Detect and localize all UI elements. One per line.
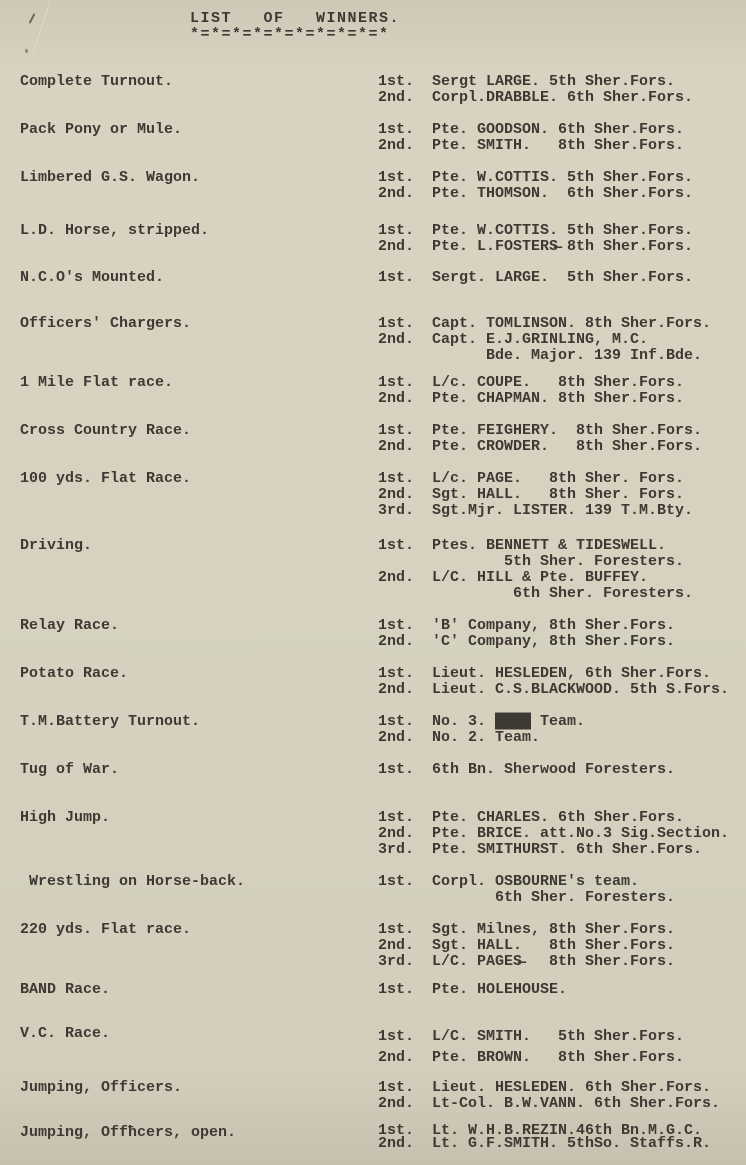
event-row bbox=[0, 982, 746, 998]
event-name: 1 Mile Flat race. bbox=[20, 374, 174, 391]
paper-crease-mark bbox=[31, 1, 50, 58]
event-row bbox=[0, 74, 746, 106]
event-results bbox=[378, 762, 746, 778]
event-row bbox=[0, 471, 746, 519]
result-line: 6th Sher. Foresters. bbox=[378, 585, 694, 602]
result-line: Bde. Major. 139 Inf.Bde. bbox=[378, 347, 703, 364]
result-line: 2nd. No. 2. Team. bbox=[378, 729, 541, 746]
event-name: Limbered G.S. Wagon. bbox=[20, 169, 201, 186]
result-line: 1st. 'B' Company, 8th Sher.Fors. bbox=[378, 617, 676, 634]
event-results bbox=[378, 270, 746, 286]
result-line: 2nd. Lt-Col. B.W.VANN. 6th Sher.Fors. bbox=[378, 1095, 721, 1112]
event-results bbox=[378, 810, 746, 858]
event-name: Tug of War. bbox=[20, 761, 120, 778]
event-name: 100 yds. Flat Race. bbox=[20, 470, 192, 487]
result-line: 6th Sher. Foresters. bbox=[378, 889, 676, 906]
event-row bbox=[0, 810, 746, 858]
result-line: 2nd. Pte. THOMSON. 6th Sher.Fors. bbox=[378, 185, 694, 202]
event-results bbox=[378, 1080, 746, 1112]
event-name: L.D. Horse, stripped. bbox=[20, 222, 210, 239]
event-results bbox=[378, 618, 746, 650]
result-line: 1st. Pte. HOLEHOUSE. bbox=[378, 981, 568, 998]
event-row bbox=[0, 375, 746, 407]
result-line: 1st. Ptes. BENNETT & TIDESWELL. bbox=[378, 537, 667, 554]
event-row bbox=[0, 170, 746, 202]
ink-tick-mark bbox=[29, 13, 36, 24]
event-row bbox=[0, 122, 746, 154]
result-line: 1st. 6th Bn. Sherwood Foresters. bbox=[378, 761, 676, 778]
result-line: 1st. Lieut. HESLEDEN. 6th Sher.Fors. bbox=[378, 1079, 712, 1096]
result-line: 3rd. Pte. SMITHURST. 6th Sher.Fors. bbox=[378, 841, 703, 858]
result-line: 2nd. 'C' Company, 8th Sher.Fors. bbox=[378, 633, 676, 650]
event-name: 220 yds. Flat race. bbox=[20, 921, 192, 938]
event-row bbox=[0, 618, 746, 650]
event-name: BAND Race. bbox=[20, 981, 111, 998]
event-row bbox=[0, 538, 746, 602]
event-name: Jumping, Officers. bbox=[20, 1079, 183, 1096]
event-name: Pack Pony or Mule. bbox=[20, 121, 183, 138]
result-line: 3rd. Sgt.Mjr. LISTER. 139 T.M.Bty. bbox=[378, 502, 694, 519]
event-name: Jumping, Offħcers, open. bbox=[20, 1124, 237, 1141]
event-results bbox=[378, 423, 746, 455]
result-line: 2nd. Pte. BRICE. att.No.3 Sig.Section. bbox=[378, 825, 730, 842]
event-row bbox=[0, 922, 746, 970]
event-results bbox=[378, 471, 746, 519]
result-line: 1st. Lieut. HESLEDEN, 6th Sher.Fors. bbox=[378, 665, 712, 682]
event-row bbox=[0, 316, 746, 364]
result-line: 2nd. Capt. E.J.GRINLING, M.C. bbox=[378, 331, 649, 348]
event-name: N.C.O's Mounted. bbox=[20, 269, 165, 286]
winners-list bbox=[0, 74, 746, 1150]
result-line: 2nd. Pte. CHAPMAN. 8th Sher.Fors. bbox=[378, 390, 685, 407]
result-line: 2nd. Sgt. HALL. 8th Sher.Fors. bbox=[378, 937, 676, 954]
result-line: 1st. Pte. W.COTTIS. 5th Sher.Fors. bbox=[378, 169, 694, 186]
event-name: High Jump. bbox=[20, 809, 111, 826]
result-line: 2nd. Sgt. HALL. 8th Sher. Fors. bbox=[378, 486, 685, 503]
result-line: 1st. L/C. SMITH. 5th Sher.Fors. bbox=[378, 1028, 685, 1045]
result-line: 1st. Pte. CHARLES. 6th Sher.Fors. bbox=[378, 809, 685, 826]
event-name: Relay Race. bbox=[20, 617, 120, 634]
result-line: 1st. Sergt LARGE. 5th Sher.Fors. bbox=[378, 73, 676, 90]
event-results bbox=[378, 874, 746, 906]
result-line: 2nd. Pte. SMITH. 8th Sher.Fors. bbox=[378, 137, 685, 154]
event-results bbox=[378, 122, 746, 154]
event-results bbox=[378, 714, 746, 746]
event-results bbox=[378, 1122, 746, 1152]
event-row bbox=[0, 1026, 746, 1068]
title-underline-ornament: *=*=*=*=*=*=*=*=*=* bbox=[190, 26, 390, 43]
ink-dot-mark bbox=[25, 49, 28, 53]
result-line: 2nd. Pte. BROWN. 8th Sher.Fors. bbox=[378, 1049, 685, 1066]
event-row bbox=[0, 762, 746, 778]
result-line: 1st. Lt. W.H.B.REZIN.46th Bn.M.G.C. bbox=[378, 1122, 703, 1139]
event-row bbox=[0, 1080, 746, 1112]
result-line: 2nd. Corpl.DRABBLE. 6th Sher.Fors. bbox=[378, 89, 694, 106]
result-line: 1st. Sgt. Milnes, 8th Sher.Fors. bbox=[378, 921, 676, 938]
event-name: Driving. bbox=[20, 537, 93, 554]
result-line: 1st. No. 3. ████ Team. bbox=[378, 713, 586, 730]
result-line: 2nd. Lt. G.F.SMITH. 5thSo. Staffs.R. bbox=[378, 1134, 712, 1152]
result-line: 1st. L/c. COUPE. 8th Sher.Fors. bbox=[378, 374, 685, 391]
event-results bbox=[378, 1026, 746, 1068]
result-line: 1st. Pte. FEIGHERY. 8th Sher.Fors. bbox=[378, 422, 703, 439]
event-name: Potato Race. bbox=[20, 665, 129, 682]
event-name: Wrestling on Horse-back. bbox=[20, 873, 246, 890]
event-row bbox=[0, 666, 746, 698]
result-line: 1st. L/c. PAGE. 8th Sher. Fors. bbox=[378, 470, 685, 487]
result-line: 1st. Pte. GOODSON. 6th Sher.Fors. bbox=[378, 121, 685, 138]
event-row bbox=[0, 270, 746, 286]
event-name: Cross Country Race. bbox=[20, 422, 192, 439]
result-line: 2nd. L/C. HILL & Pte. BUFFEY. bbox=[378, 569, 649, 586]
event-row bbox=[0, 423, 746, 455]
title-block bbox=[190, 0, 746, 42]
event-row bbox=[0, 714, 746, 746]
event-name: Officers' Chargers. bbox=[20, 315, 192, 332]
event-results bbox=[378, 982, 746, 998]
event-results bbox=[378, 666, 746, 698]
result-line: 1st. Corpl. OSBOURNE's team. bbox=[378, 873, 640, 890]
event-results bbox=[378, 74, 746, 106]
event-results bbox=[378, 170, 746, 202]
event-results bbox=[378, 538, 746, 602]
event-name: T.M.Battery Turnout. bbox=[20, 713, 201, 730]
result-line: 2nd. Pte. L.FOSTERS̶ 8th Sher.Fors. bbox=[378, 238, 694, 255]
result-line: 1st. Pte. W.COTTIS. 5th Sher.Fors. bbox=[378, 222, 694, 239]
page-title: LIST OF WINNERS. bbox=[190, 10, 401, 27]
result-line: 5th Sher. Foresters. bbox=[378, 553, 685, 570]
event-results bbox=[378, 375, 746, 407]
result-line: 3rd. L/C. PAGES̶ 8th Sher.Fors. bbox=[378, 953, 676, 970]
event-name: V.C. Race. bbox=[20, 1025, 111, 1042]
event-row bbox=[0, 874, 746, 906]
result-line: 2nd. Pte. CROWDER. 8th Sher.Fors. bbox=[378, 438, 703, 455]
event-results bbox=[378, 316, 746, 364]
event-results bbox=[378, 922, 746, 970]
event-name: Complete Turnout. bbox=[20, 73, 174, 90]
result-line: 1st. Sergt. LARGE. 5th Sher.Fors. bbox=[378, 269, 694, 286]
event-row bbox=[0, 223, 746, 255]
result-line: 2nd. Lieut. C.S.BLACKWOOD. 5th S.Fors. bbox=[378, 681, 730, 698]
result-line: 1st. Capt. TOMLINSON. 8th Sher.Fors. bbox=[378, 315, 712, 332]
event-results bbox=[378, 223, 746, 255]
event-row bbox=[0, 1122, 746, 1152]
